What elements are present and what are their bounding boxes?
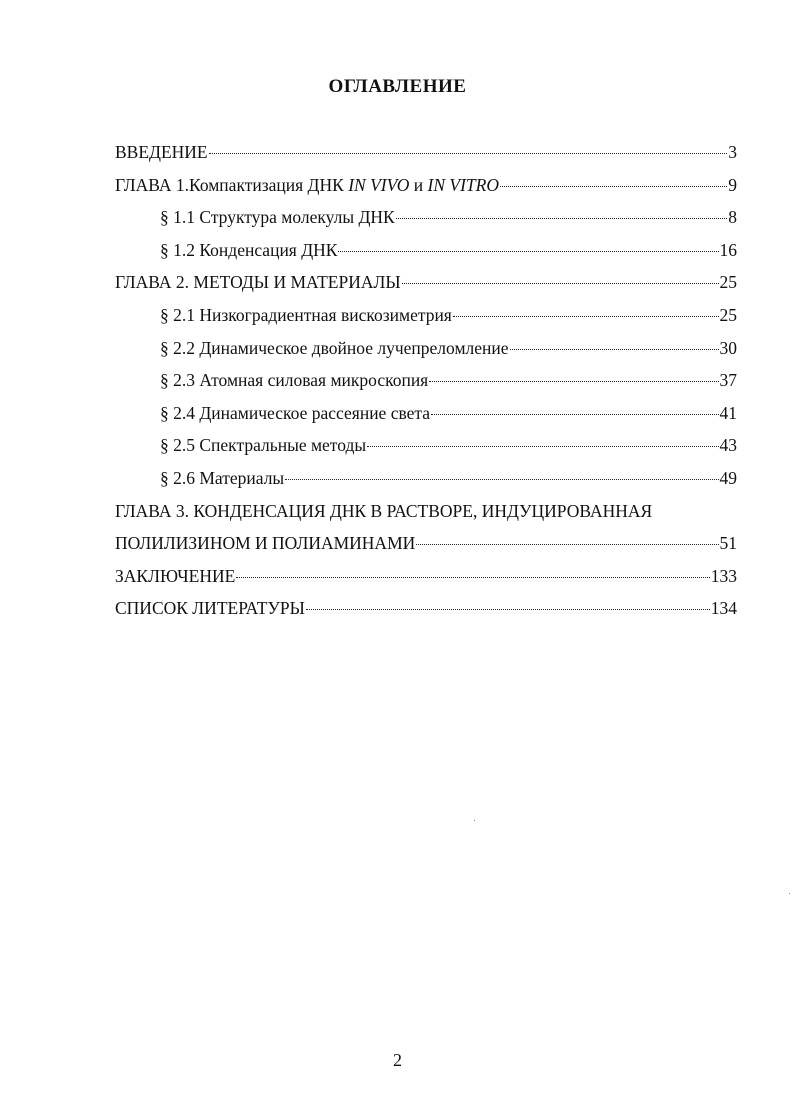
dot-leader <box>367 446 718 447</box>
dot-leader <box>500 186 727 187</box>
dot-leader <box>209 153 728 154</box>
toc-entry-label <box>115 174 499 196</box>
toc-entry-page: 41 <box>719 402 737 423</box>
toc-entry-label: § 2.6 Материалы <box>160 467 285 488</box>
and-text: и <box>409 174 428 195</box>
toc-entry-conclusion[interactable] <box>115 565 737 598</box>
toc-entry-label: ГЛАВА 3. КОНДЕНСАЦИЯ ДНК В РАСТВОРЕ, ИНДУЦИРОВАННАЯ <box>115 500 653 521</box>
toc-entry-page: 30 <box>719 337 737 358</box>
toc-entry-section-1-2[interactable] <box>115 239 737 272</box>
toc-entry-page: 16 <box>719 239 737 260</box>
toc-entry-page: 49 <box>719 467 737 488</box>
dot-leader <box>306 609 710 610</box>
toc-entry-label: § 1.2 Конденсация ДНК <box>160 239 338 260</box>
toc-entry-section-2-4[interactable] <box>115 402 737 435</box>
in-vitro-text: IN VITRO <box>427 174 499 195</box>
table-of-contents <box>115 141 737 630</box>
toc-entry-label: § 1.1 Структура молекулы ДНК <box>160 207 395 228</box>
toc-entry-label: § 2.1 Низкоградиентная вискозиметрия <box>160 304 452 325</box>
dot-leader <box>402 283 719 284</box>
toc-entry-page: 9 <box>728 174 737 195</box>
toc-entry-label: ЗАКЛЮЧЕНИЕ <box>115 565 236 586</box>
dot-leader <box>431 414 718 415</box>
toc-entry-section-2-1[interactable] <box>115 304 737 337</box>
page-number: 2 <box>393 1050 402 1070</box>
toc-entry-label: § 2.4 Динамическое рассеяние света <box>160 402 431 423</box>
toc-entry-page: 3 <box>728 142 737 162</box>
dot-leader <box>416 544 718 545</box>
dot-leader <box>285 479 718 480</box>
toc-entry-section-2-5[interactable] <box>115 434 737 467</box>
dot-leader <box>429 381 718 382</box>
toc-entry-references[interactable] <box>115 597 737 630</box>
toc-entry-page: 25 <box>719 304 737 325</box>
toc-entry-chapter-1[interactable] <box>115 174 737 207</box>
toc-entry-section-2-6[interactable] <box>115 467 737 500</box>
toc-entry-section-2-3[interactable] <box>115 369 737 402</box>
chapter-1-label-prefix: ГЛАВА 1.Компактизация ДНК <box>115 174 349 195</box>
toc-entry-page: 37 <box>719 370 737 391</box>
dot-leader <box>510 349 719 350</box>
scan-speck <box>789 893 790 894</box>
toc-entry-chapter-2[interactable] <box>115 271 737 304</box>
scan-speck <box>474 820 475 821</box>
toc-entry-page: 133 <box>710 565 737 586</box>
toc-entry-label: ВВЕДЕНИЕ <box>115 142 208 162</box>
toc-entry-label: § 2.2 Динамическое двойное лучепреломление <box>160 337 509 358</box>
toc-entry-section-1-1[interactable] <box>115 206 737 239</box>
toc-entry-intro[interactable] <box>115 141 737 174</box>
toc-entry-label: ПОЛИЛИЗИНОМ И ПОЛИАМИНАМИ <box>115 533 416 554</box>
toc-entry-page: 8 <box>728 207 737 228</box>
dot-leader <box>236 577 709 578</box>
toc-entry-chapter-3-line-1[interactable] <box>115 500 737 533</box>
toc-entry-label: § 2.3 Атомная силовая микроскопия <box>160 370 429 391</box>
dot-leader <box>338 251 718 252</box>
in-vivo-text: IN VIVO <box>348 174 410 195</box>
toc-entry-label: СПИСОК ЛИТЕРАТУРЫ <box>115 598 305 619</box>
toc-entry-chapter-3-line-2[interactable] <box>115 532 737 565</box>
dot-leader <box>453 316 719 317</box>
toc-entry-page: 43 <box>719 435 737 456</box>
toc-entry-label: § 2.5 Спектральные методы <box>160 435 367 456</box>
toc-entry-page: 51 <box>719 533 737 554</box>
toc-entry-page: 25 <box>719 272 737 293</box>
toc-entry-label: ГЛАВА 2. МЕТОДЫ И МАТЕРИАЛЫ <box>115 272 401 293</box>
toc-entry-section-2-2[interactable] <box>115 337 737 370</box>
dot-leader <box>396 218 728 219</box>
page-title: ОГЛАВЛЕНИЕ <box>328 76 467 97</box>
toc-entry-page: 134 <box>710 598 737 619</box>
